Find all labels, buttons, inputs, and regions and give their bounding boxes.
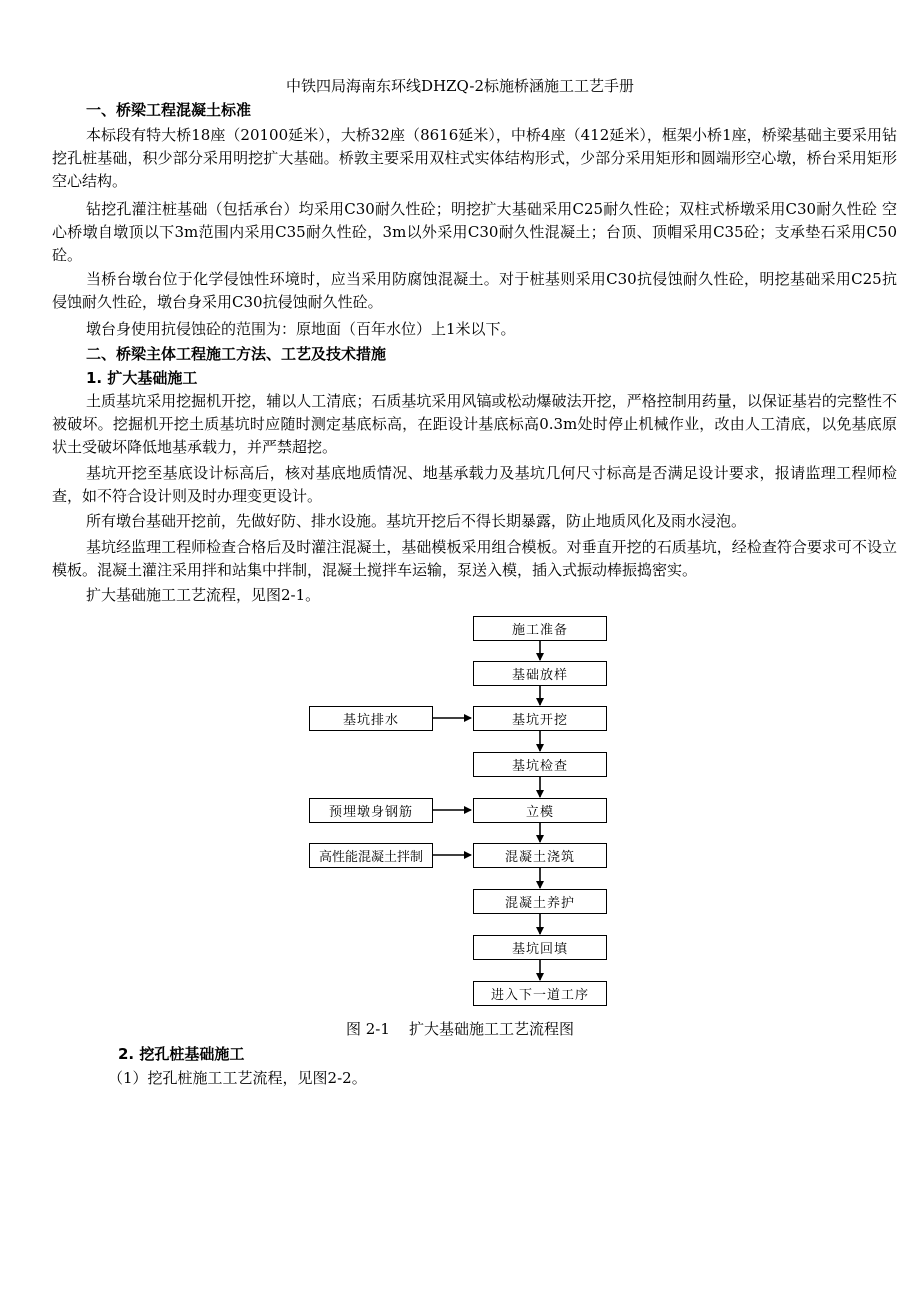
subsection1-paragraph-2: 基坑开挖至基底设计标高后，核对基底地质情况、地基承载力及基坑几何尺寸标高是否满足设计要求，报请监理工程师检查，如不符合设计则及时办理变更设计。 [52, 464, 897, 505]
subsection1-paragraph-4: 基坑经监理工程师检查合格后及时灌注混凝土，基础模板采用组合模板。对垂直开挖的石质基坑，经检查符合要求可不设立模板。混凝土灌注采用拌和站集中拌制，混凝土搅拌车运输，泵送入模，插入式振动棒振捣密实。 [52, 538, 897, 579]
flow-step-concrete-pouring: 混凝土浇筑 [473, 843, 607, 868]
section2-heading: 二、桥梁主体工程施工方法、工艺及技术措施 [86, 345, 387, 363]
section1-heading: 一、桥梁工程混凝土标准 [86, 101, 252, 119]
subsection2-heading: 2. 挖孔桩基础施工 [118, 1045, 245, 1063]
subsection2-line: （1）挖孔桩施工工艺流程，见图2-2。 [108, 1069, 367, 1087]
flow-step-pit-inspection: 基坑检查 [473, 752, 607, 777]
subsection1-paragraph-1: 土质基坑采用挖掘机开挖，辅以人工清底；石质基坑采用风镐或松动爆破法开挖，严格控制用药量，以保证基岩的完整性不被破坏。挖掘机开挖土质基坑时应随时测定基底标高，在距设计基底标高0.3m处时停止机械作业，改由人工清底，以免基底原状土受破坏降低地基承载力，并严禁超挖。 [52, 392, 897, 456]
flow-input-hp-concrete-mixing: 高性能混凝土拌制 [309, 843, 433, 868]
flow-step-backfill: 基坑回填 [473, 935, 607, 960]
flow-step-pit-excavation: 基坑开挖 [473, 706, 607, 731]
flow-input-pit-drainage: 基坑排水 [309, 706, 433, 731]
flow-step-formwork: 立模 [473, 798, 607, 823]
flow-step-next-process: 进入下一道工序 [473, 981, 607, 1006]
flow-step-preparation: 施工准备 [473, 616, 607, 641]
document-title: 中铁四局海南东环线DHZQ-2标施桥涵施工工艺手册 [286, 77, 634, 95]
flow-step-concrete-curing: 混凝土养护 [473, 889, 607, 914]
subsection1-paragraph-5: 扩大基础施工工艺流程，见图2-1。 [86, 586, 321, 604]
section1-paragraph-3: 当桥台墩台位于化学侵蚀性环境时，应当采用防腐蚀混凝土。对于桩基则采用C30抗侵蚀耐久性砼，明挖基础采用C25抗侵蚀耐久性砼，墩台身采用C30抗侵蚀耐久性砼。 [52, 270, 897, 311]
section1-paragraph-4: 墩台身使用抗侵蚀砼的范围为：原地面（百年水位）上1米以下。 [86, 320, 516, 338]
subsection1-paragraph-3: 所有墩台基础开挖前，先做好防、排水设施。基坑开挖后不得长期暴露，防止地质风化及雨水浸泡。 [86, 512, 747, 530]
figure-caption: 图 2-1 扩大基础施工工艺流程图 [346, 1020, 574, 1038]
flow-input-embedded-rebar: 预埋墩身钢筋 [309, 798, 433, 823]
subsection1-heading: 1. 扩大基础施工 [86, 369, 198, 387]
section1-paragraph-2: 钻挖孔灌注桩基础（包括承台）均采用C30耐久性砼；明挖扩大基础采用C25耐久性砼；双柱式桥墩采用C30耐久性砼 空心桥墩自墩顶以下3m范围内采用C35耐久性砼，3m以外采用C30耐久性混凝土；台顶、顶帽采用C35砼；支承垫石采用C50砼。 [52, 200, 897, 264]
flow-step-foundation-layout: 基础放样 [473, 661, 607, 686]
section1-paragraph-1: 本标段有特大桥18座（20100延米），大桥32座（8616延米），中桥4座（412延米），框架小桥1座，桥梁基础主要采用钻挖孔桩基础，积少部分采用明挖扩大基础。桥敦主要采用双柱式实体结构形式，少部分采用矩形和圆端形空心墩，桥台采用矩形空心结构。 [52, 126, 897, 190]
